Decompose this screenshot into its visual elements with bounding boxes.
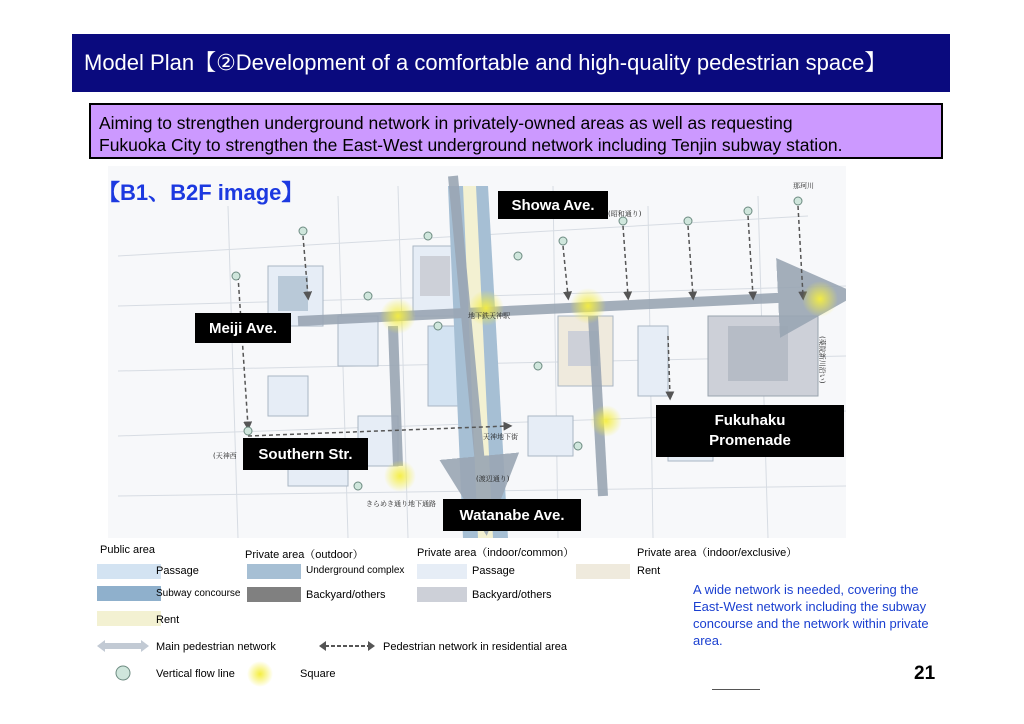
legend-underground-complex: Underground complex xyxy=(306,565,405,576)
callout-fukuhaku-line2: Promenade xyxy=(709,432,791,449)
legend-residential-network: Pedestrian network in residential area xyxy=(383,641,568,653)
map-area xyxy=(108,166,846,538)
intro-line-2: Fukuoka City to strengthen the East-West underground network including Tenjin subway station. xyxy=(99,135,843,155)
callout-meiji: Meiji Ave. xyxy=(195,313,291,343)
legend-backyard: Backyard/others xyxy=(306,589,386,601)
legend-square: Square xyxy=(300,668,336,680)
legend-private-indoor-exclusive: Private area（indoor/exclusive） xyxy=(637,547,798,559)
callout-southern: Southern Str. xyxy=(243,438,368,470)
label-nakagawa: 那珂川 xyxy=(793,182,814,190)
swatch-public-rent xyxy=(97,611,161,626)
legend-rent-2: Rent xyxy=(637,565,661,577)
swatch-indoor-backyard xyxy=(417,587,467,602)
legend-passage: Passage xyxy=(156,565,199,577)
swatch-backyard-outdoor xyxy=(247,587,301,602)
callout-fukuhaku xyxy=(656,405,844,457)
legend-main-network-arrow xyxy=(97,638,149,654)
network-note: A wide network is needed, covering the East-West network including the subway concourse and the network within private area. xyxy=(693,582,929,648)
map-diagram xyxy=(108,166,846,538)
legend-private-indoor-common: Private area（indoor/common） xyxy=(417,547,575,559)
legend-passage-2: Passage xyxy=(472,565,515,577)
intro-line-1: Aiming to strengthen underground network in privately-owned areas as well as requesting xyxy=(99,113,793,133)
swatch-public-passage xyxy=(97,564,161,579)
intro-box xyxy=(89,103,943,159)
callout-showa: Showa Ave. xyxy=(498,191,608,219)
label-kirameki: きらめき通り地下通路 xyxy=(366,500,436,508)
legend-square-glow xyxy=(246,660,274,688)
page-number: 21 xyxy=(914,663,936,684)
swatch-subway-concourse xyxy=(97,586,161,601)
legend-backyard-2: Backyard/others xyxy=(472,589,552,601)
label-watanabe-jp: (渡辺通り) xyxy=(476,475,510,483)
swatch-indoor-rent xyxy=(576,564,630,579)
label-river-side: (薬院新川沿い) xyxy=(818,336,826,384)
legend-private-outdoor: Private area（outdoor） xyxy=(245,549,364,561)
legend-residential-arrow xyxy=(319,640,375,652)
footer-rule xyxy=(712,689,760,690)
swatch-underground-complex xyxy=(247,564,301,579)
legend-subway-concourse: Subway concourse xyxy=(156,588,241,599)
legend-main-network: Main pedestrian network xyxy=(156,641,276,653)
label-tenjin-nishi: (天神西 xyxy=(213,452,237,460)
slide-title: Model Plan【②Development of a comfortable and high-quality pedestrian space】 xyxy=(72,34,950,92)
legend-rent: Rent xyxy=(156,614,180,626)
legend-public-area: Public area xyxy=(100,544,156,556)
legend-vertical-flow: Vertical flow line xyxy=(156,668,235,680)
callout-watanabe: Watanabe Ave. xyxy=(443,499,581,531)
swatch-indoor-passage xyxy=(417,564,467,579)
label-tenjin-mall: 天神地下街 xyxy=(483,433,518,441)
label-tenjin-station: 地下鉄天神駅 xyxy=(468,312,510,320)
section-label: 【B1、B2F image】 xyxy=(98,180,304,205)
label-showa-jp: (昭和通り) xyxy=(608,210,642,218)
legend-vertical-dot xyxy=(114,664,132,682)
callout-fukuhaku-line1: Fukuhaku xyxy=(714,412,786,429)
